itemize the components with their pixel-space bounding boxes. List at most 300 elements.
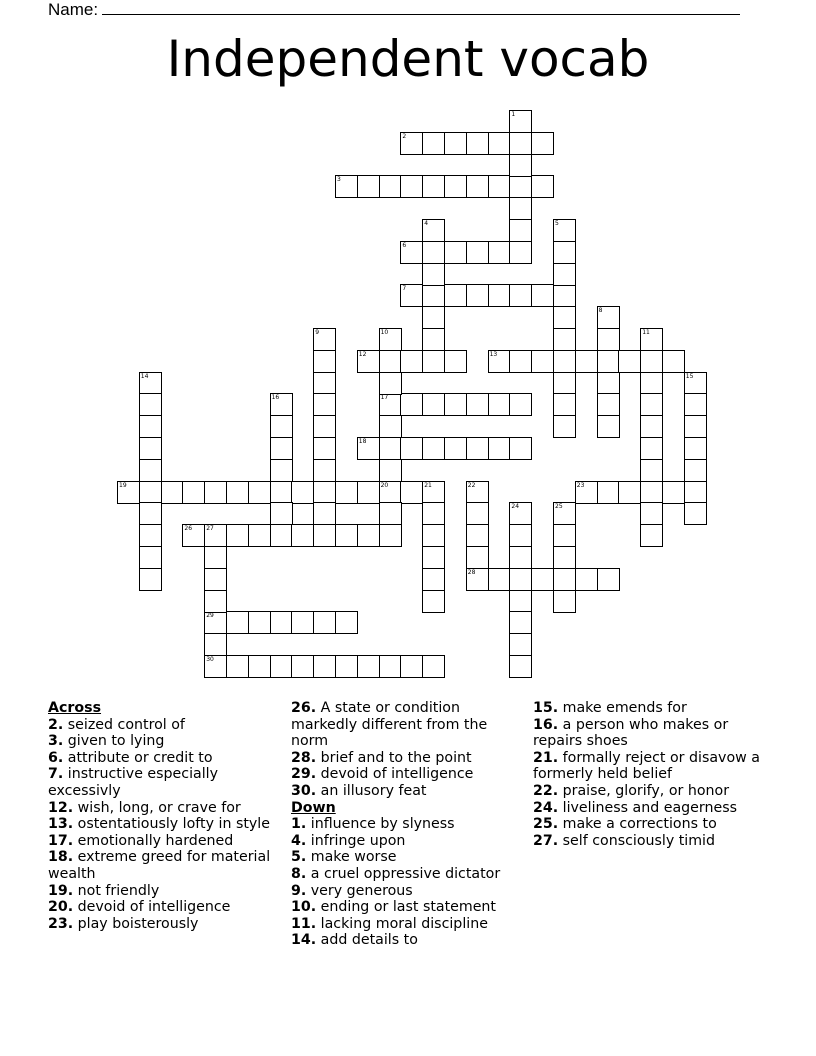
grid-cell[interactable] <box>270 481 293 504</box>
grid-cell[interactable] <box>313 481 336 504</box>
grid-cell[interactable] <box>597 372 620 395</box>
clue-text: a person who makes or repairs shoes <box>533 716 729 750</box>
grid-cell[interactable] <box>270 611 293 634</box>
clue-item <box>291 750 516 767</box>
grid-cell[interactable] <box>597 328 620 351</box>
grid-cell[interactable] <box>270 524 293 547</box>
clue-number: 9. <box>291 882 307 899</box>
grid-cell[interactable] <box>248 611 271 634</box>
grid-cell[interactable] <box>466 502 489 525</box>
grid-cell[interactable] <box>139 546 162 569</box>
grid-cell[interactable] <box>379 502 402 525</box>
grid-cell[interactable] <box>313 459 336 482</box>
grid-cell[interactable] <box>422 219 445 242</box>
grid-cell[interactable] <box>270 393 293 416</box>
clue-number: 3 <box>337 176 341 184</box>
clue-number: 13. <box>48 816 74 833</box>
grid-cell[interactable] <box>488 284 511 307</box>
grid-cell[interactable] <box>488 437 511 460</box>
clue-number: 27. <box>533 832 559 849</box>
clue-number: 1 <box>511 111 516 118</box>
clue-number: 7. <box>48 766 64 783</box>
grid-cell[interactable] <box>575 481 598 504</box>
grid-cell[interactable] <box>204 546 227 569</box>
grid-cell[interactable] <box>509 611 532 634</box>
grid-cell[interactable] <box>422 546 445 569</box>
clue-item <box>48 916 273 933</box>
grid-cell[interactable] <box>531 175 554 198</box>
grid-cell[interactable] <box>379 459 402 482</box>
grid-cell[interactable] <box>466 284 489 307</box>
grid-cell[interactable] <box>509 524 532 547</box>
grid-cell[interactable] <box>553 415 576 438</box>
grid-cell[interactable] <box>466 175 489 198</box>
grid-cell[interactable] <box>488 568 511 591</box>
grid-cell[interactable] <box>509 437 532 460</box>
clue-text: make a corrections to <box>558 816 717 833</box>
grid-cell[interactable] <box>509 568 532 591</box>
clues-column-2 <box>291 700 516 949</box>
clue-number: 29 <box>206 612 214 620</box>
grid-cell[interactable] <box>204 633 227 656</box>
grid-cell[interactable] <box>400 350 423 373</box>
clue-number: 14. <box>291 932 317 949</box>
clue-number: 10 <box>380 329 389 336</box>
grid-cell[interactable] <box>422 524 445 547</box>
grid-cell[interactable] <box>531 568 554 591</box>
grid-cell[interactable] <box>422 655 445 678</box>
grid-cell[interactable] <box>400 655 423 678</box>
name-label: Name: <box>48 0 99 19</box>
clue-number: 16. <box>533 716 559 733</box>
clue-text: ending or last statement <box>316 899 496 916</box>
grid-cell[interactable] <box>117 481 140 504</box>
grid-cell[interactable] <box>204 655 227 678</box>
grid-cell[interactable] <box>531 284 554 307</box>
grid-cell[interactable] <box>618 350 641 373</box>
grid-cell[interactable] <box>270 459 293 482</box>
clue-item <box>533 833 768 850</box>
grid-cell[interactable] <box>444 437 467 460</box>
clue-text: liveliness and eagerness <box>558 799 738 816</box>
grid-cell[interactable] <box>226 481 249 504</box>
grid-cell[interactable] <box>597 568 620 591</box>
grid-cell[interactable] <box>444 393 467 416</box>
grid-cell[interactable] <box>422 590 445 613</box>
grid-cell[interactable] <box>553 590 576 613</box>
grid-cell[interactable] <box>575 350 598 373</box>
clue-item <box>291 866 516 883</box>
grid-cell[interactable] <box>444 175 467 198</box>
clue-text: devoid of intelligence <box>73 899 231 916</box>
clue-text: given to lying <box>63 733 165 750</box>
clue-item <box>533 700 768 717</box>
grid-cell[interactable] <box>182 481 205 504</box>
clue-item <box>48 833 273 850</box>
grid-cell[interactable] <box>684 481 707 504</box>
grid-cell[interactable] <box>379 328 402 351</box>
grid-cell[interactable] <box>553 393 576 416</box>
grid-cell[interactable] <box>509 132 532 155</box>
clue-item <box>533 717 768 750</box>
clue-number: 2 <box>402 132 407 140</box>
clue-item <box>48 800 273 817</box>
grid-cell[interactable] <box>553 219 576 242</box>
grid-cell[interactable] <box>291 611 314 634</box>
clue-text: infringe upon <box>306 832 406 849</box>
grid-cell[interactable] <box>684 393 707 416</box>
grid-cell[interactable] <box>488 175 511 198</box>
grid-cell[interactable] <box>313 415 336 438</box>
grid-cell[interactable] <box>488 350 511 373</box>
grid-cell[interactable] <box>488 241 511 264</box>
grid-cell[interactable] <box>444 350 467 373</box>
grid-cell[interactable] <box>466 437 489 460</box>
grid-cell[interactable] <box>248 655 271 678</box>
grid-cell[interactable] <box>422 502 445 525</box>
grid-cell[interactable] <box>313 393 336 416</box>
clue-number: 28 <box>467 568 476 576</box>
clue-number: 15. <box>533 700 559 716</box>
down-heading: Down <box>291 799 336 816</box>
grid-cell[interactable] <box>313 437 336 460</box>
clue-number: 22. <box>533 782 559 799</box>
grid-cell[interactable] <box>684 415 707 438</box>
across-heading: Across <box>48 700 102 716</box>
grid-cell[interactable] <box>422 568 445 591</box>
clue-number: 19. <box>48 882 74 899</box>
clue-number: 18 <box>358 438 367 445</box>
grid-cell[interactable] <box>597 350 620 373</box>
grid-cell[interactable] <box>488 132 511 155</box>
grid-cell[interactable] <box>291 655 314 678</box>
clue-item <box>291 700 516 750</box>
grid-cell[interactable] <box>379 437 402 460</box>
grid-cell[interactable] <box>226 611 249 634</box>
grid-cell[interactable] <box>379 415 402 438</box>
clue-number: 13 <box>489 350 498 358</box>
grid-cell[interactable] <box>509 590 532 613</box>
grid-cell[interactable] <box>597 393 620 416</box>
grid-cell[interactable] <box>444 132 467 155</box>
clue-number: 24. <box>533 799 559 816</box>
clue-item <box>291 899 516 916</box>
grid-cell[interactable] <box>444 241 467 264</box>
grid-cell[interactable] <box>379 350 402 373</box>
clue-number: 4. <box>291 832 307 849</box>
grid-cell[interactable] <box>509 393 532 416</box>
grid-cell[interactable] <box>509 241 532 264</box>
grid-cell[interactable] <box>204 481 227 504</box>
grid-cell[interactable] <box>422 241 445 264</box>
grid-cell[interactable] <box>139 568 162 591</box>
clue-item <box>533 750 768 783</box>
clue-text: make emends for <box>558 700 687 716</box>
grid-cell[interactable] <box>466 568 489 591</box>
grid-cell[interactable] <box>335 524 358 547</box>
grid-cell[interactable] <box>400 241 423 264</box>
grid-cell[interactable] <box>553 241 576 264</box>
grid-cell[interactable] <box>553 568 576 591</box>
grid-cell[interactable] <box>422 328 445 351</box>
grid-cell[interactable] <box>466 393 489 416</box>
clue-item <box>48 766 273 799</box>
grid-cell[interactable] <box>640 524 663 547</box>
clue-text: attribute or credit to <box>63 749 213 766</box>
grid-cell[interactable] <box>509 284 532 307</box>
grid-cell[interactable] <box>553 350 576 373</box>
grid-cell[interactable] <box>618 481 641 504</box>
grid-cell[interactable] <box>640 459 663 482</box>
grid-cell[interactable] <box>640 393 663 416</box>
grid-cell[interactable] <box>509 175 532 198</box>
grid-cell[interactable] <box>531 132 554 155</box>
grid-cell[interactable] <box>466 241 489 264</box>
grid-cell[interactable] <box>335 611 358 634</box>
grid-cell[interactable] <box>335 175 358 198</box>
clue-number: 24 <box>511 503 520 511</box>
clue-number: 4 <box>424 220 429 227</box>
clues-column-3 <box>533 700 768 849</box>
grid-cell[interactable] <box>313 328 336 351</box>
grid-cell[interactable] <box>226 655 249 678</box>
clue-item <box>48 733 273 750</box>
grid-cell[interactable] <box>335 655 358 678</box>
clue-item <box>533 800 768 817</box>
grid-cell[interactable] <box>400 481 423 504</box>
grid-cell[interactable] <box>357 524 380 547</box>
grid-cell[interactable] <box>357 481 380 504</box>
grid-cell[interactable] <box>509 219 532 242</box>
clue-text: play boisterously <box>73 915 199 932</box>
clue-number: 18. <box>48 849 74 866</box>
grid-cell[interactable] <box>139 372 162 395</box>
grid-cell[interactable] <box>662 481 685 504</box>
grid-cell[interactable] <box>204 611 227 634</box>
grid-cell[interactable] <box>291 524 314 547</box>
grid-cell[interactable] <box>422 481 445 504</box>
grid-cell[interactable] <box>139 393 162 416</box>
grid-cell[interactable] <box>248 481 271 504</box>
clue-item <box>291 916 516 933</box>
grid-cell[interactable] <box>291 481 314 504</box>
grid-cell[interactable] <box>597 415 620 438</box>
clue-number: 23. <box>48 915 74 932</box>
grid-cell[interactable] <box>379 175 402 198</box>
clue-text: lacking moral discipline <box>316 915 488 932</box>
grid-cell[interactable] <box>139 415 162 438</box>
clue-number: 12 <box>358 350 367 358</box>
grid-cell[interactable] <box>640 415 663 438</box>
clue-text: ostentatiously lofty in style <box>73 816 270 833</box>
grid-cell[interactable] <box>509 502 532 525</box>
clue-number: 27 <box>206 525 214 533</box>
clue-item <box>48 849 273 882</box>
grid-cell[interactable] <box>422 263 445 286</box>
clue-number: 23 <box>576 481 585 489</box>
grid-cell[interactable] <box>422 284 445 307</box>
clue-number: 5 <box>555 220 559 227</box>
clue-number: 26 <box>184 525 193 533</box>
grid-cell[interactable] <box>553 546 576 569</box>
grid-cell[interactable] <box>204 590 227 613</box>
grid-cell[interactable] <box>270 415 293 438</box>
grid-cell[interactable] <box>444 284 467 307</box>
grid-cell[interactable] <box>226 524 249 547</box>
clue-number: 17. <box>48 832 74 849</box>
grid-cell[interactable] <box>509 110 532 133</box>
clue-number: 5. <box>291 849 307 866</box>
clue-item <box>291 849 516 866</box>
grid-cell[interactable] <box>400 132 423 155</box>
grid-cell[interactable] <box>313 655 336 678</box>
clue-text: A state or condition markedly different from the norm <box>291 700 488 750</box>
grid-cell[interactable] <box>357 175 380 198</box>
grid-cell[interactable] <box>684 502 707 525</box>
grid-cell[interactable] <box>640 350 663 373</box>
grid-cell[interactable] <box>248 524 271 547</box>
grid-cell[interactable] <box>313 372 336 395</box>
clue-text: make worse <box>306 849 397 866</box>
clue-text: influence by slyness <box>306 816 455 833</box>
grid-cell[interactable] <box>204 524 227 547</box>
grid-cell[interactable] <box>531 350 554 373</box>
grid-cell[interactable] <box>357 655 380 678</box>
grid-cell[interactable] <box>139 481 162 504</box>
clue-item <box>291 833 516 850</box>
grid-cell[interactable] <box>270 502 293 525</box>
grid-cell[interactable] <box>379 372 402 395</box>
grid-cell[interactable] <box>553 263 576 286</box>
clue-number: 1. <box>291 816 307 833</box>
clue-item <box>48 883 273 900</box>
grid-cell[interactable] <box>139 437 162 460</box>
grid-cell[interactable] <box>466 481 489 504</box>
grid-cell[interactable] <box>553 284 576 307</box>
clue-text: instructive especially excessivly <box>48 766 218 799</box>
clue-number: 22 <box>467 481 476 489</box>
clue-number: 6 <box>402 241 407 249</box>
clue-number: 8 <box>598 307 603 315</box>
grid-cell[interactable] <box>509 633 532 656</box>
grid-cell[interactable] <box>509 197 532 220</box>
clue-item <box>291 932 516 949</box>
grid-cell[interactable] <box>139 502 162 525</box>
grid-cell[interactable] <box>509 655 532 678</box>
grid-cell[interactable] <box>509 350 532 373</box>
grid-cell[interactable] <box>400 393 423 416</box>
clue-number: 21. <box>533 749 559 766</box>
grid-cell[interactable] <box>139 459 162 482</box>
grid-cell[interactable] <box>357 437 380 460</box>
grid-cell[interactable] <box>553 502 576 525</box>
clue-number: 10. <box>291 899 317 916</box>
grid-cell[interactable] <box>640 502 663 525</box>
grid-cell[interactable] <box>466 546 489 569</box>
clue-number: 9 <box>315 329 320 336</box>
grid-cell[interactable] <box>313 350 336 373</box>
grid-cell[interactable] <box>400 437 423 460</box>
grid-cell[interactable] <box>684 459 707 482</box>
clue-number: 11 <box>642 329 650 336</box>
grid-cell[interactable] <box>488 393 511 416</box>
grid-cell[interactable] <box>379 524 402 547</box>
clue-number: 2. <box>48 716 64 733</box>
grid-cell[interactable] <box>640 481 663 504</box>
grid-cell[interactable] <box>597 481 620 504</box>
grid-cell[interactable] <box>313 502 336 525</box>
grid-cell[interactable] <box>270 437 293 460</box>
grid-cell[interactable] <box>662 350 685 373</box>
grid-cell[interactable] <box>553 372 576 395</box>
grid-cell[interactable] <box>553 306 576 329</box>
grid-cell[interactable] <box>575 568 598 591</box>
grid-cell[interactable] <box>204 568 227 591</box>
grid-cell[interactable] <box>684 437 707 460</box>
grid-cell[interactable] <box>161 481 184 504</box>
grid-cell[interactable] <box>466 524 489 547</box>
clue-number: 6. <box>48 749 64 766</box>
grid-cell[interactable] <box>640 328 663 351</box>
clue-item <box>291 783 516 800</box>
grid-cell[interactable] <box>422 306 445 329</box>
grid-cell[interactable] <box>422 175 445 198</box>
clue-number: 26. <box>291 700 317 716</box>
clue-text: not friendly <box>73 882 160 899</box>
grid-cell[interactable] <box>335 481 358 504</box>
grid-cell[interactable] <box>509 546 532 569</box>
grid-cell[interactable] <box>270 655 293 678</box>
grid-cell[interactable] <box>597 306 620 329</box>
grid-cell[interactable] <box>357 350 380 373</box>
grid-cell[interactable] <box>313 524 336 547</box>
clue-item <box>291 766 516 783</box>
clue-text: seized control of <box>63 716 185 733</box>
grid-cell[interactable] <box>553 328 576 351</box>
clue-number: 29. <box>291 766 317 783</box>
grid-cell[interactable] <box>466 132 489 155</box>
clue-number: 20. <box>48 899 74 916</box>
grid-cell[interactable] <box>422 393 445 416</box>
grid-cell[interactable] <box>379 481 402 504</box>
grid-cell[interactable] <box>400 284 423 307</box>
grid-cell[interactable] <box>182 524 205 547</box>
grid-cell[interactable] <box>640 437 663 460</box>
grid-cell[interactable] <box>379 393 402 416</box>
clue-number: 21 <box>424 481 432 489</box>
clue-number: 25 <box>555 503 563 511</box>
clue-number: 15 <box>685 372 694 380</box>
grid-cell[interactable] <box>400 175 423 198</box>
grid-cell[interactable] <box>640 372 663 395</box>
grid-cell[interactable] <box>509 154 532 177</box>
grid-cell[interactable] <box>553 524 576 547</box>
clue-number: 14 <box>140 372 149 380</box>
clue-text: self consciously timid <box>558 832 716 849</box>
grid-cell[interactable] <box>379 655 402 678</box>
clue-number: 19 <box>119 481 127 489</box>
clue-number: 20 <box>380 481 389 489</box>
grid-cell[interactable] <box>684 372 707 395</box>
clue-number: 28. <box>291 749 317 766</box>
grid-cell[interactable] <box>313 611 336 634</box>
grid-cell[interactable] <box>422 437 445 460</box>
grid-cell[interactable] <box>422 132 445 155</box>
grid-cell[interactable] <box>139 524 162 547</box>
clue-item <box>48 816 273 833</box>
clue-text: an illusory feat <box>316 782 427 799</box>
grid-cell[interactable] <box>422 350 445 373</box>
